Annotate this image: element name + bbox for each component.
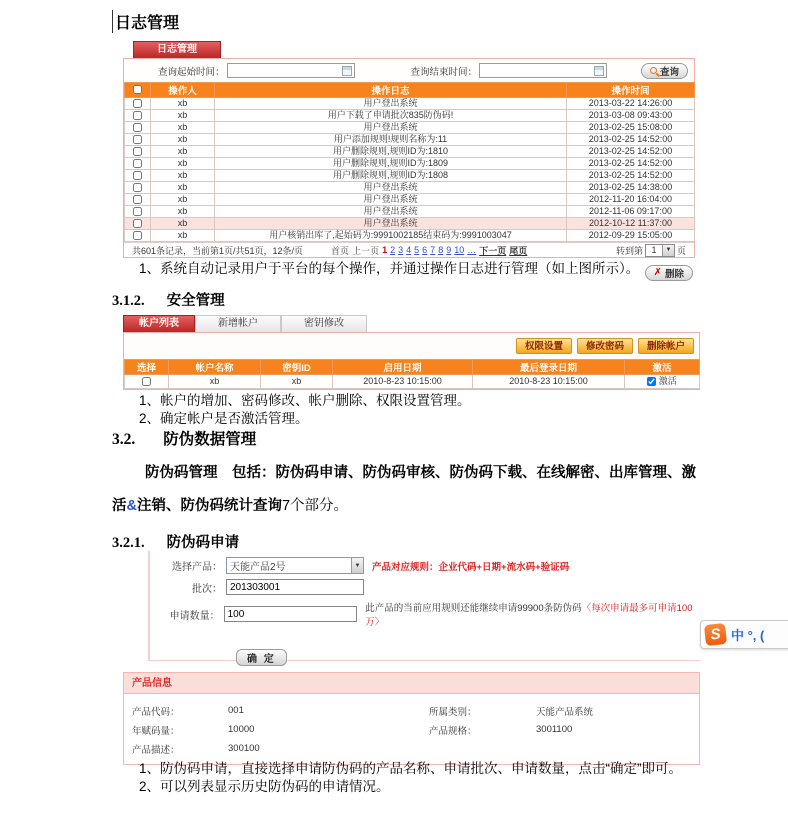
search-icon: [650, 67, 657, 74]
row-checkbox[interactable]: [133, 195, 142, 204]
list-item: 2、可以列表显示历史防伪码的申请情况。: [139, 779, 390, 794]
cell-log: 用户删除规则,规则ID为:1809: [215, 158, 567, 170]
col-time: 操作时间: [567, 83, 695, 98]
tab-log-management[interactable]: 日志管理: [133, 41, 221, 58]
cell-time: 2013-02-25 14:52:00: [567, 134, 695, 146]
cell-key-id: xb: [261, 375, 333, 389]
account-toolbar: [124, 333, 699, 359]
row-checkbox[interactable]: [133, 207, 142, 216]
section-number: 3.1.2.: [112, 293, 145, 309]
tab-add-account[interactable]: 新增帐户: [195, 315, 281, 332]
account-panel: [123, 315, 700, 390]
table-row: [125, 134, 695, 146]
chevron-down-icon: ▼: [662, 245, 674, 256]
list-item: 1、防伪码申请，直接选择申请防伪码的产品名称、申请批次、申请数量，点击“确定”即可。: [139, 761, 682, 776]
query-start-label: 查询起始时间：: [158, 66, 225, 78]
cell-time: 2013-02-25 14:52:00: [567, 158, 695, 170]
table-row: [125, 122, 695, 134]
log-panel-body: [123, 58, 695, 258]
account-table-header: [125, 360, 700, 375]
product-info-row: [124, 739, 699, 758]
row-checkbox[interactable]: [133, 231, 142, 240]
cell-log: 用户登出系统: [215, 218, 567, 230]
page-link[interactable]: 2: [390, 245, 396, 255]
page-link[interactable]: 8: [438, 245, 444, 255]
cell-operator: xb: [151, 146, 215, 158]
cell-operator: xb: [151, 158, 215, 170]
field-label: 产品规格：: [429, 725, 477, 737]
cell-log: 用户删除规则,规则ID为:1810: [215, 146, 567, 158]
page-link[interactable]: 5: [414, 245, 420, 255]
active-label: 激活: [658, 376, 677, 386]
row-checkbox[interactable]: [133, 123, 142, 132]
table-row: [125, 182, 695, 194]
page-link[interactable]: 3: [398, 245, 404, 255]
table-row: [125, 206, 695, 218]
log-table-header: [125, 83, 695, 98]
log-search-row: [124, 59, 694, 82]
cell-log: 用户登出系统: [215, 122, 567, 134]
product-info-body: [124, 694, 699, 764]
cell-operator: xb: [151, 110, 215, 122]
row-checkbox[interactable]: [133, 111, 142, 120]
cell-time: 2013-03-08 09:43:00: [567, 110, 695, 122]
table-row: [125, 194, 695, 206]
list-item: 2、确定帐户是否激活管理。: [139, 411, 309, 426]
cell-operator: xb: [151, 218, 215, 230]
page-link[interactable]: 10: [454, 245, 465, 255]
account-notes: [139, 392, 699, 428]
product-info-header: 产品信息: [124, 673, 699, 694]
section-heading-32: [112, 427, 256, 449]
table-row: [125, 170, 695, 182]
confirm-button[interactable]: 确 定: [236, 649, 287, 666]
log-management-panel: [123, 41, 695, 281]
toolbar-button[interactable]: 删除帐户: [638, 338, 694, 354]
prev-page-link[interactable]: 上一页: [352, 245, 380, 256]
last-page-link[interactable]: 尾页: [509, 245, 528, 256]
table-row: [125, 98, 695, 110]
section-heading-312: [112, 289, 225, 310]
col-key-id: 密钥ID: [261, 360, 333, 375]
section-heading-321: [112, 531, 239, 552]
product-info-panel: [123, 672, 700, 765]
col-operator: 操作人: [151, 83, 215, 98]
code-apply-form: [148, 551, 700, 665]
page-title: 日志管理: [112, 10, 179, 33]
field-value: 300100: [228, 743, 260, 754]
cell-enable-date: 2010-8-23 10:15:00: [333, 375, 473, 389]
calendar-icon[interactable]: [594, 66, 604, 76]
anti-counterfeit-paragraph: 防伪码管理 包括：防伪码申请、防伪码审核、防伪码下载、在线解密、出库管理、激活&注销、防伪码统计查询7个部分。: [112, 465, 696, 514]
cell-time: 2013-02-25 14:38:00: [567, 182, 695, 194]
account-table: [124, 359, 700, 389]
field-label: 年赋码量：: [132, 725, 180, 737]
table-row: [125, 230, 695, 242]
page-link[interactable]: 9: [446, 245, 452, 255]
account-tabstrip: [123, 315, 700, 332]
toolbar-button[interactable]: 权限设置: [516, 338, 572, 354]
section-title: 安全管理: [166, 293, 225, 309]
row-checkbox[interactable]: [133, 99, 142, 108]
page-link[interactable]: 4: [406, 245, 412, 255]
search-button[interactable]: 查询: [641, 63, 688, 79]
col-enable-date: 启用日期: [333, 360, 473, 375]
goto-prefix: 转到第: [615, 245, 643, 256]
row-checkbox[interactable]: [133, 171, 142, 180]
section-title: 防伪数据管理: [163, 431, 257, 448]
col-account-name: 帐户名称: [169, 360, 261, 375]
field-label: 产品代码：: [132, 706, 180, 718]
record-summary: 共601条记录，当前第1页/共51页，12条/页: [132, 245, 304, 256]
cell-log: 用户添加规则!规则名称为:11: [215, 134, 567, 146]
field-label: 所属类别：: [429, 706, 477, 718]
table-row: [125, 218, 695, 230]
cell-time: 2013-02-25 14:52:00: [567, 170, 695, 182]
cell-log: 用户登出系统: [215, 194, 567, 206]
quantity-label: 申请数量：: [169, 610, 220, 622]
col-last-login: 最后登录日期: [473, 360, 625, 375]
sogou-logo-icon: S: [704, 623, 727, 646]
field-value: 10000: [228, 724, 255, 735]
active-checkbox[interactable]: [647, 377, 656, 386]
row-checkbox[interactable]: [133, 147, 142, 156]
product-info-row: [124, 720, 699, 739]
row-checkbox[interactable]: [133, 135, 142, 144]
table-row: [125, 375, 700, 389]
next-page-link[interactable]: 下一页: [479, 245, 507, 256]
field-value: 天能产品系统: [536, 706, 594, 718]
table-row: [125, 146, 695, 158]
query-end-label: 查询结束时间：: [410, 66, 478, 78]
ime-mode-text: 中 °, (: [731, 628, 765, 643]
tab-key-modify[interactable]: 密钥修改: [281, 315, 367, 332]
field-value: 3001100: [536, 724, 573, 735]
cell-operator: xb: [151, 194, 215, 206]
cell-last-login: 2010-8-23 10:15:00: [473, 375, 625, 389]
product-rule-note: 产品对应规则：企业代码+日期+流水码+验证码: [372, 561, 570, 573]
goto-suffix: 页: [676, 245, 686, 256]
log-caption: 1、系统自动记录用户于平台的每个操作，并通过操作日志进行管理（如上图所示）。: [139, 261, 640, 276]
cell-operator: xb: [151, 170, 215, 182]
product-label: 选择产品：: [172, 562, 222, 573]
ime-toolbar[interactable]: [700, 620, 788, 649]
field-label: 产品描述：: [132, 744, 180, 756]
section-title: 防伪码申请: [166, 535, 240, 551]
current-page: 1: [382, 245, 388, 255]
tab-account-list[interactable]: 帐户列表: [123, 315, 195, 332]
ellipsis-link[interactable]: …: [467, 245, 477, 255]
page-link[interactable]: 6: [422, 245, 428, 255]
cell-time: 2013-02-25 15:08:00: [567, 122, 695, 134]
batch-input[interactable]: 201303001: [226, 579, 364, 595]
cell-account-name: xb: [169, 375, 261, 389]
cell-log: 用户登出系统: [215, 206, 567, 218]
batch-label: 批次：: [192, 583, 222, 595]
product-info-row: [124, 701, 699, 720]
cell-time: 2013-03-22 14:26:00: [567, 98, 695, 110]
quantity-input[interactable]: 100: [224, 606, 358, 622]
goto-page-select[interactable]: 1 ▼: [645, 244, 675, 257]
cell-operator: xb: [151, 206, 215, 218]
cell-operator: xb: [151, 230, 215, 242]
cell-log: 用户下载了申请批次835防伪码!: [215, 110, 567, 122]
log-tabstrip: [123, 41, 695, 58]
pagination: [124, 242, 694, 257]
cell-operator: xb: [151, 134, 215, 146]
delete-button[interactable]: ✗ 删除: [645, 265, 693, 281]
section-number: 3.2.: [112, 431, 136, 448]
query-end-input[interactable]: [479, 63, 607, 78]
calendar-icon[interactable]: [342, 66, 352, 76]
section-number: 3.2.1.: [112, 535, 145, 551]
field-value: 001: [228, 705, 244, 716]
toolbar-button[interactable]: 修改密码: [577, 338, 633, 354]
delete-x-icon: ✗: [653, 267, 662, 278]
col-select: 选择: [125, 360, 169, 375]
col-log: 操作日志: [215, 83, 567, 98]
page-link[interactable]: 7: [430, 245, 436, 255]
account-panel-body: [123, 332, 700, 390]
chevron-down-icon: ▼: [351, 558, 363, 573]
row-checkbox[interactable]: [133, 159, 142, 168]
cell-log: 用户登出系统: [215, 98, 567, 110]
final-notes: [139, 760, 715, 796]
cell-log: 用户核销出库了,起始码为:9991002185结束码为:9991003047: [215, 230, 567, 242]
cell-time: 2012-09-29 15:05:00: [567, 230, 695, 242]
row-checkbox[interactable]: [133, 219, 142, 228]
first-page-link[interactable]: 首页: [331, 245, 350, 256]
cell-log: 用户登出系统: [215, 182, 567, 194]
cell-time: 2012-11-06 09:17:00: [567, 206, 695, 218]
col-active: 激活: [625, 360, 700, 375]
list-item: 1、帐户的增加、密码修改、帐户删除、权限设置管理。: [139, 393, 471, 408]
cell-operator: xb: [151, 98, 215, 110]
row-checkbox[interactable]: [133, 183, 142, 192]
query-start-input[interactable]: [227, 63, 355, 78]
select-all-cell: [125, 83, 151, 98]
log-table: [124, 82, 695, 242]
cell-time: 2012-11-20 16:04:00: [567, 194, 695, 206]
cell-operator: xb: [151, 182, 215, 194]
cell-time: 2013-02-25 14:52:00: [567, 146, 695, 158]
select-all-checkbox[interactable]: [133, 85, 142, 94]
cell-operator: xb: [151, 122, 215, 134]
table-row: [125, 110, 695, 122]
quantity-note: 此产品的当前应用规则还能继续申请99900条防伪码〈每次申请最多可申请100万〉: [365, 603, 693, 628]
table-row: [125, 158, 695, 170]
cell-log: 用户删除规则,规则ID为:1808: [215, 170, 567, 182]
row-checkbox[interactable]: [142, 377, 151, 386]
cell-time: 2012-10-12 11:37:00: [567, 218, 695, 230]
product-select[interactable]: 天能产品2号 ▼: [226, 557, 364, 574]
